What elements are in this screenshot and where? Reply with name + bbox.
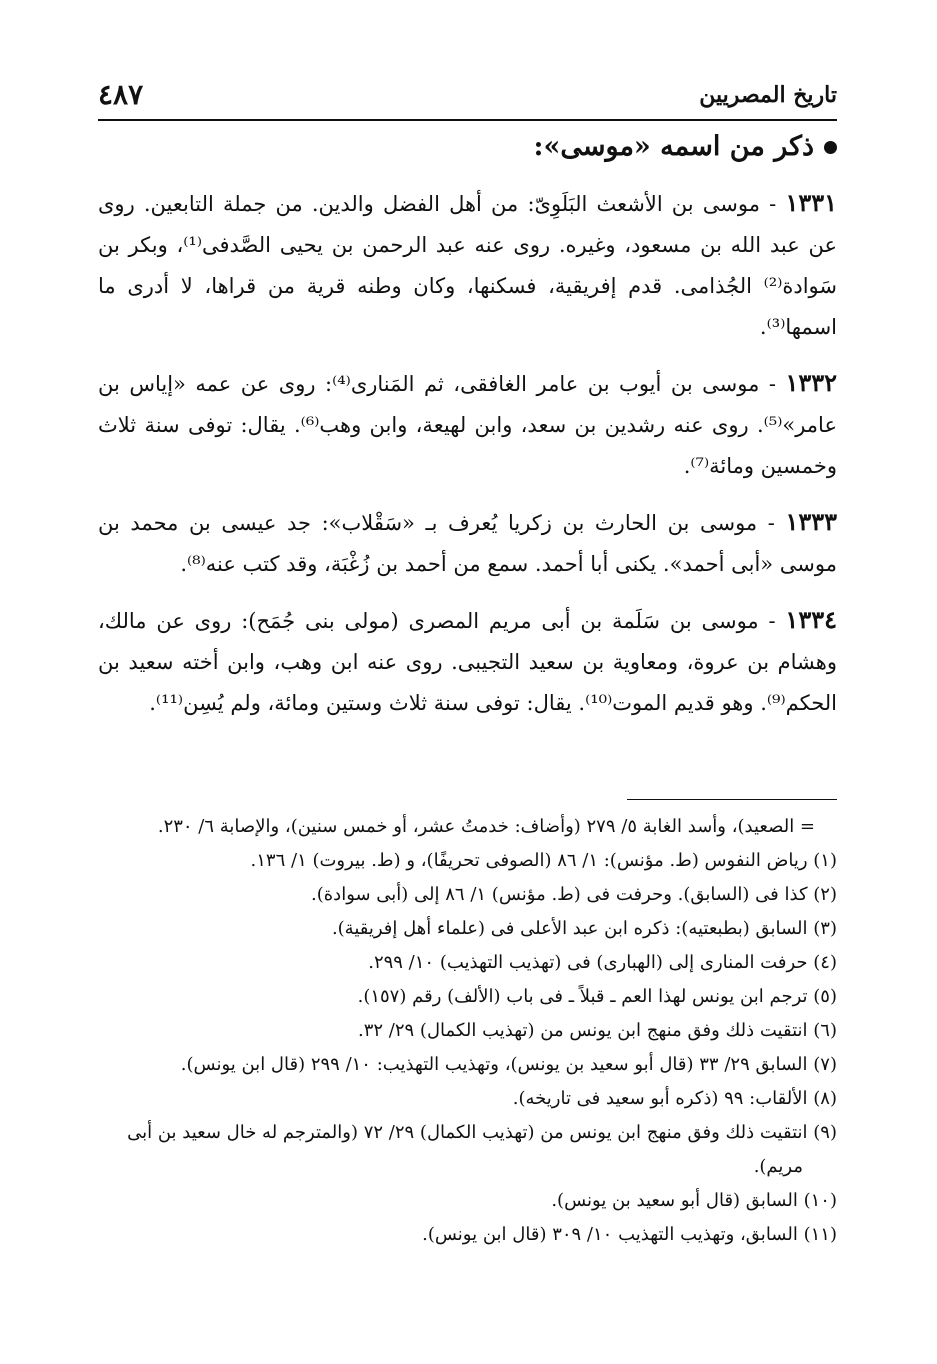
footnote-label: (٢) xyxy=(813,884,837,905)
footnote-label: (١) xyxy=(813,850,837,871)
section-heading xyxy=(534,131,837,162)
footnote-2 xyxy=(98,878,837,912)
entry-number: ١٣٣٢ xyxy=(785,368,837,397)
footnote-4 xyxy=(98,946,837,980)
footnote-3 xyxy=(98,912,837,946)
page-header xyxy=(98,78,837,118)
footnote-label: (١٠) xyxy=(803,1190,837,1211)
footnote-label: (٩) xyxy=(813,1122,837,1143)
footnotes xyxy=(98,810,837,1252)
entry-number: ١٣٣٣ xyxy=(785,507,837,536)
footnote-1 xyxy=(98,844,837,878)
footnote-text: السابق، وتهذيب التهذيب ١٠/ ٣٠٩ (قال ابن يونس). xyxy=(422,1224,798,1245)
footnote-text: انتقيت ذلك وفق منهج ابن يونس من (تهذيب الكمال) ٢٩/ ٧٢ (والمترجم له خال سعيد بن أبى مريم). xyxy=(127,1122,808,1177)
footnote-6 xyxy=(98,1014,837,1048)
header-rule xyxy=(98,119,837,121)
footnote-label: (٨) xyxy=(813,1088,837,1109)
entry-text: - موسى بن سَلَمة بن أبى مريم المصرى (مولى بنى جُمَح): روى عن مالك، وهشام بن عروة، ومعاوية بن سعيد التجيبى. روى عنه ابن وهب، وابن أخته سعيد بن الحكم⁽⁹⁾. وهو قديم الموت⁽¹⁰⁾. يقال: توفى سنة ثلاث وستين ومائة، ولم يُسِن⁽¹¹⁾. xyxy=(98,609,837,715)
footnote-text: ترجم ابن يونس لهذا العم ـ قبلاً ـ فى باب (الألف) رقم (١٥٧). xyxy=(357,986,808,1007)
biography-entries xyxy=(98,182,837,738)
footnote-10 xyxy=(98,1184,837,1218)
section-heading-text: ذكر من اسمه «موسى»: xyxy=(533,131,814,162)
footnote-label: (٤) xyxy=(813,952,837,973)
entry-number: ١٣٣٤ xyxy=(785,605,837,634)
footnote-label: (١١) xyxy=(803,1224,837,1245)
footnote-text: حرفت المنارى إلى (الهبارى) فى (تهذيب التهذيب) ١٠/ ٢٩٩. xyxy=(368,952,808,973)
footnote-5 xyxy=(98,980,837,1014)
bullet-icon xyxy=(824,141,837,154)
entry-text: - موسى بن أيوب بن عامر الغافقى، ثم المَنارى⁽⁴⁾: روى عن عمه «إياس بن عامر»⁽⁵⁾. روى عنه رشدين بن سعد، وابن لهيعة، وابن وهب⁽⁶⁾. يقال: توفى سنة ثلاث وخمسين ومائة⁽⁷⁾. xyxy=(98,372,837,478)
footnote-text: رياض النفوس (ط. مؤنس): ١/ ٨٦ (الصوفى تحريفًا)، و (ط. بيروت) ١/ ١٣٦. xyxy=(250,850,808,871)
footnote-label: (٥) xyxy=(813,986,837,1007)
footnote-label: (٣) xyxy=(813,918,837,939)
entry-number: ١٣٣١ xyxy=(785,188,837,217)
footnote-label: (٦) xyxy=(813,1020,837,1041)
footnote-continuation: = الصعيد)، وأسد الغابة ٥/ ٢٧٩ (وأضاف: خدمتُ عشر، أو خمس سنين)، والإصابة ٦/ ٢٣٠. xyxy=(157,816,815,837)
page-number: ٤٨٧ xyxy=(98,78,144,111)
entry-1331 xyxy=(98,182,837,348)
footnote-text: كذا فى (السابق). وحرفت فى (ط. مؤنس) ١/ ٨٦ إلى (أبى سوادة). xyxy=(311,884,808,905)
entry-1332 xyxy=(98,362,837,487)
footnote-label: (٧) xyxy=(813,1054,837,1075)
footnote-7 xyxy=(98,1048,837,1082)
footnote-text: السابق ٢٩/ ٣٣ (قال أبو سعيد بن يونس)، وتهذيب التهذيب: ١٠/ ٢٩٩ (قال ابن يونس). xyxy=(180,1054,808,1075)
entry-1333 xyxy=(98,501,837,585)
footnote-text: السابق (بطبعتيه): ذكره ابن عبد الأعلى فى (علماء أهل إفريقية). xyxy=(331,918,808,939)
entry-1334 xyxy=(98,599,837,724)
footnote-text: السابق (قال أبو سعيد بن يونس). xyxy=(551,1190,798,1211)
entry-text: - موسى بن الحارث بن زكريا يُعرف بـ «سَقْلاب»: جد عيسى بن محمد بن موسى «أبى أحمد». يكنى أبا أحمد. سمع من أحمد بن زُغْبَة، وقد كتب عنه⁽⁸⁾. xyxy=(98,511,837,576)
footnote-11 xyxy=(98,1218,837,1252)
running-title: تاريخ المصريين xyxy=(699,82,837,108)
footnote-text: الألقاب: ٩٩ (ذكره أبو سعيد فى تاريخه). xyxy=(512,1088,808,1109)
entry-text: - موسى بن الأشعث البَلَوِىّ: من أهل الفضل والدين. من جملة التابعين. روى عن عبد الله بن مسعود، وغيره. روى عنه عبد الرحمن بن يحيى الصَّدفى⁽¹⁾، وبكر بن سَوادة⁽²⁾ الجُذامى. قدم إفريقية، فسكنها، وكان وطنه قرية من قراها، لا أدرى ما اسمها⁽³⁾. xyxy=(98,192,837,339)
footnote-rule xyxy=(627,799,837,800)
footnote-9 xyxy=(98,1116,837,1184)
footnote-text: انتقيت ذلك وفق منهج ابن يونس من (تهذيب الكمال) ٢٩/ ٣٢. xyxy=(357,1020,808,1041)
footnote-8 xyxy=(98,1082,837,1116)
